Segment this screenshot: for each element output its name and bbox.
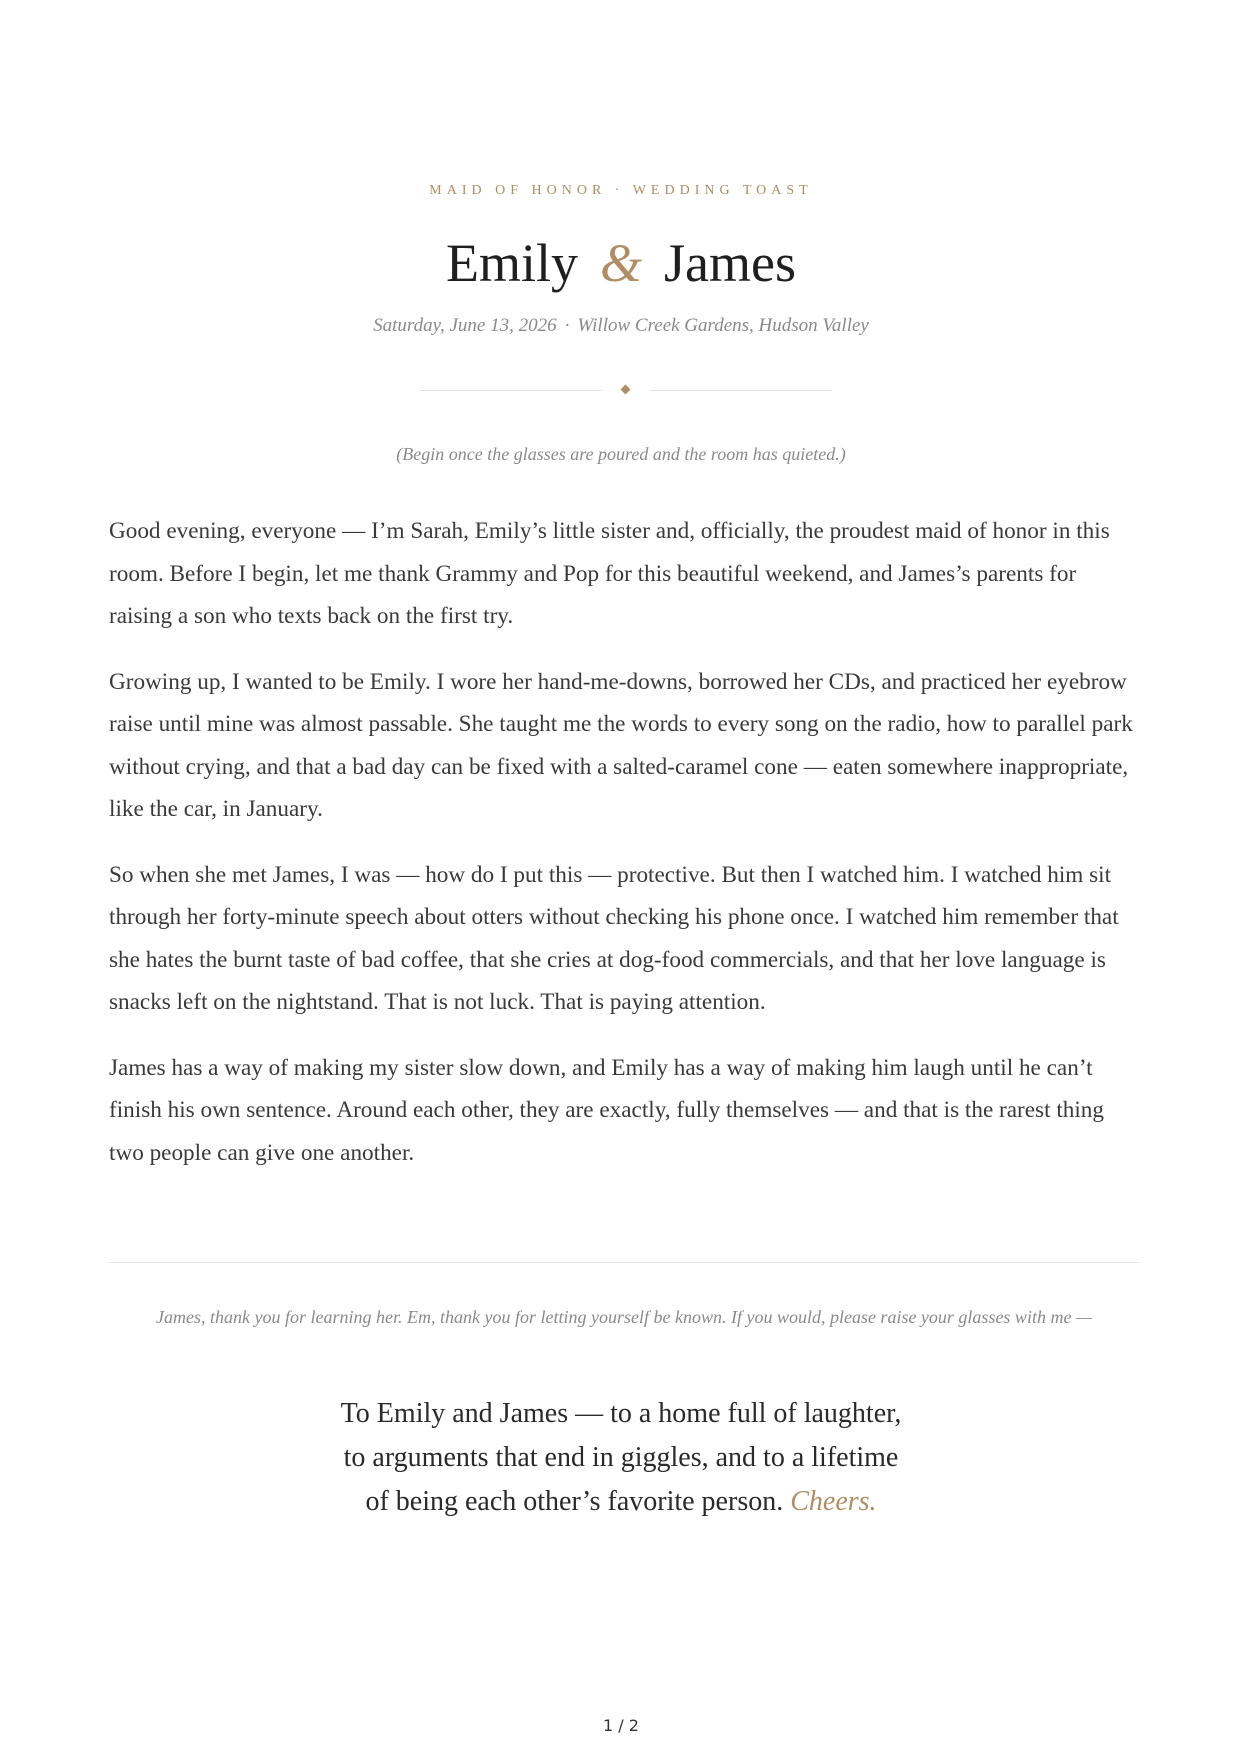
partner-name-2: James (664, 233, 796, 293)
body-paragraph: Growing up, I wanted to be Emily. I wore her hand-me-downs, borrowed her CDs, and practiced her eyebrow raise until mine was almost passable. She taught me the words to every song on the radio, how to parallel park without crying, and that a bad day can be fixed with a salted-caramel cone — eaten somewhere inappropriate, like the car, in January. (109, 668, 1133, 822)
body-paragraph: James has a way of making my sister slow down, and Emily has a way of making him laugh until he can’t finish his own sentence. Around each other, they are exactly, fully themselves — and that is the rarest thing two people can give one another. (109, 1054, 1104, 1166)
meta-separator: · (564, 315, 570, 336)
cheers-word: Cheers. (790, 1486, 877, 1517)
closing-lead: James, thank you for learning her. Em, thank you for letting yourself be known. If you would, please raise your glasses with me — (156, 1307, 1092, 1327)
diamond-icon (621, 385, 631, 395)
partner-name-1: Emily (446, 233, 578, 293)
ampersand-ornament: & (600, 233, 643, 293)
eyebrow-label: MAID OF HONOR · WEDDING TOAST (429, 183, 813, 198)
divider-line-left (420, 390, 602, 391)
toast-line: to arguments that end in giggles, and to a lifetime (343, 1442, 899, 1473)
section-divider (109, 1262, 1139, 1263)
body-paragraph: Good evening, everyone — I’m Sarah, Emily’s little sister and, officially, the proudest maid of honor in this room. Before I begin, let me thank Grammy and Pop for this beautiful weekend, and James’s parents for raising a son who texts back on the first try. (109, 518, 1110, 629)
toast-line: of being each other’s favorite person. (365, 1486, 784, 1517)
toast-line: To Emily and James — to a home full of laughter, (340, 1398, 902, 1429)
divider-line-right (650, 390, 832, 391)
toast-body (109, 510, 1141, 1197)
couple-title (0, 228, 1242, 298)
final-toast (0, 1392, 1242, 1524)
stage-direction: (Begin once the glasses are poured and the room has quieted.) (396, 444, 846, 464)
page-indicator: 1 / 2 (603, 1716, 639, 1735)
body-paragraph: So when she met James, I was — how do I put this — protective. But then I watched him. I watched him sit through her forty-minute speech about otters without checking his phone once. I watched him remember that she hates the burnt taste of bad coffee, that she cries at dog-food commercials, and that her love language is snacks left on the nightstand. That is not luck. That is paying attention. (109, 861, 1119, 1015)
toast-line-last (0, 1480, 1242, 1524)
divider-ornament (420, 380, 832, 400)
event-date: Saturday, June 13, 2026 (373, 315, 557, 336)
event-meta (0, 315, 1242, 337)
event-venue: Willow Creek Gardens, Hudson Valley (577, 315, 869, 336)
